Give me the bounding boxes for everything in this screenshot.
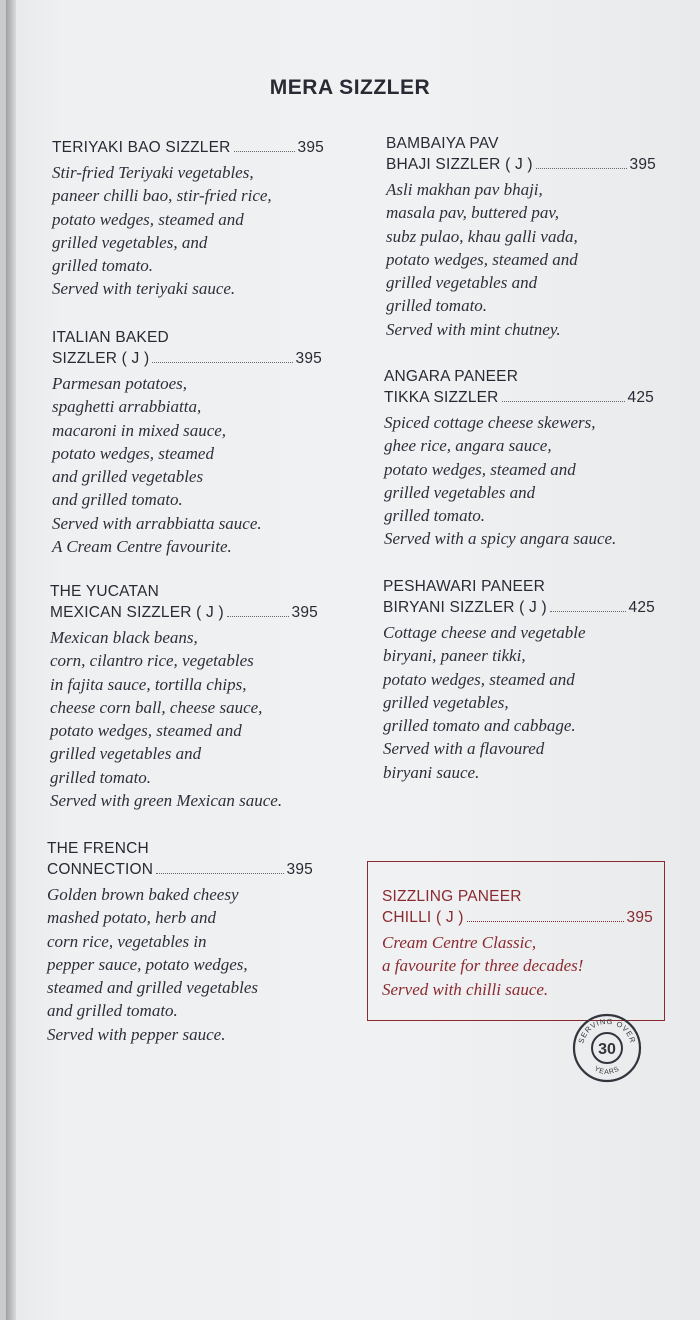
page-title: MERA SIZZLER: [269, 76, 431, 99]
description-line: masala pav, buttered pav,: [386, 203, 559, 223]
description-line: Served with chilli sauce.: [382, 979, 549, 999]
item-name: [386, 133, 656, 175]
description-line: biryani sauce.: [383, 762, 480, 782]
item-name-line: BIRYANI SIZZLER ( J ): [383, 599, 547, 616]
description-line: macaroni in mixed sauce,: [52, 420, 227, 440]
stamp-bottom-text: YEARS: [592, 1065, 622, 1077]
description-line: steamed and grilled vegetables: [47, 978, 259, 998]
serving-over-30-years-stamp: [571, 1012, 643, 1084]
item-name: [383, 576, 655, 618]
item-name-line: THE FRENCH: [47, 840, 149, 857]
description-line: Cream Centre Classic,: [382, 933, 537, 952]
description-line: grilled tomato.: [50, 767, 152, 787]
item-description: [52, 161, 324, 301]
description-line: grilled tomato and cabbage.: [383, 716, 576, 736]
description-line: potato wedges, steamed and: [386, 249, 578, 269]
item-name-line: SIZZLER ( J ): [52, 350, 150, 367]
item-price: 425: [628, 599, 655, 616]
menu-item-bambaiya-pav-bhaji-sizzler: [386, 133, 656, 341]
description-line: grilled vegetables and: [384, 482, 536, 502]
item-description: [382, 931, 653, 1001]
description-line: ghee rice, angara sauce,: [384, 436, 552, 456]
item-name-line: BHAJI SIZZLER ( J ): [386, 156, 533, 173]
description-line: potato wedges, steamed and: [50, 721, 242, 741]
item-name: [382, 886, 653, 928]
description-line: grilled tomato.: [52, 256, 154, 276]
description-line: grilled vegetables and: [50, 744, 202, 764]
menu-item-italian-baked-sizzler: [52, 327, 322, 558]
description-line: potato wedges, steamed and: [52, 209, 244, 229]
item-name-line: TIKKA SIZZLER: [384, 389, 499, 406]
item-name-line: TERIYAKI BAO SIZZLER: [52, 139, 231, 156]
item-name-line: PESHAWARI PANEER: [383, 578, 545, 595]
item-price: 395: [626, 909, 653, 926]
item-name: [52, 137, 324, 158]
leader-dots: [550, 611, 626, 612]
description-line: Asli makhan pav bhaji,: [386, 180, 543, 199]
item-price: 395: [629, 156, 656, 173]
description-line: subz pulao, khau galli vada,: [386, 226, 578, 246]
item-description: [52, 372, 322, 558]
description-line: potato wedges, steamed: [52, 443, 214, 463]
description-line: Served with green Mexican sauce.: [50, 791, 283, 811]
description-line: and grilled tomato.: [52, 490, 183, 510]
description-line: Golden brown baked cheesy: [47, 885, 239, 904]
menu-item-angara-paneer-tikka-sizzler: [384, 366, 654, 551]
leader-dots: [467, 921, 624, 922]
stamp-top-text: SERVING OVER: [576, 1016, 638, 1045]
description-line: and grilled tomato.: [47, 1001, 178, 1021]
description-line: mashed potato, herb and: [47, 908, 217, 928]
item-description: [47, 883, 313, 1046]
description-line: corn, cilantro rice, vegetables: [50, 651, 254, 671]
item-price: 395: [297, 139, 324, 156]
description-line: cheese corn ball, cheese sauce,: [50, 697, 263, 717]
leader-dots: [152, 362, 292, 363]
description-line: potato wedges, steamed and: [384, 459, 576, 479]
description-line: corn rice, vegetables in: [47, 931, 207, 951]
description-line: grilled vegetables and: [386, 273, 538, 293]
menu-item-teriyaki-bao-sizzler: [52, 137, 324, 301]
item-name-line: CHILLI ( J ): [382, 909, 464, 926]
description-line: Spiced cottage cheese skewers,: [384, 413, 596, 432]
description-line: Parmesan potatoes,: [52, 374, 188, 393]
item-price: 425: [627, 389, 654, 406]
description-line: grilled vegetables, and: [52, 232, 208, 252]
leader-dots: [502, 401, 625, 402]
page-edge-shadow: [6, 0, 16, 1320]
svg-text:YEARS: [593, 1066, 621, 1077]
item-name: [47, 838, 313, 880]
description-line: Mexican black beans,: [50, 628, 198, 647]
item-price: 395: [295, 350, 322, 367]
description-line: Cottage cheese and vegetable: [383, 623, 586, 642]
description-line: grilled tomato.: [384, 506, 486, 526]
description-line: Served with a spicy angara sauce.: [384, 529, 617, 549]
description-line: grilled tomato.: [386, 296, 488, 316]
description-line: and grilled vegetables: [52, 467, 204, 487]
description-line: grilled vegetables,: [383, 692, 509, 712]
description-line: Served with pepper sauce.: [47, 1024, 226, 1044]
item-description: [383, 621, 655, 784]
description-line: potato wedges, steamed and: [383, 669, 575, 689]
leader-dots: [227, 616, 289, 617]
item-name-line: BAMBAIYA PAV: [386, 135, 499, 152]
description-line: a favourite for three decades!: [382, 956, 584, 976]
item-name-line: ITALIAN BAKED: [52, 329, 169, 346]
description-line: Served with a flavoured: [383, 739, 545, 759]
item-name: [384, 366, 654, 408]
item-name-line: THE YUCATAN: [50, 583, 159, 600]
item-name-line: CONNECTION: [47, 861, 154, 878]
menu-item-yucatan-mexican-sizzler: [50, 581, 318, 812]
item-name-line: MEXICAN SIZZLER ( J ): [50, 604, 224, 621]
description-line: in fajita sauce, tortilla chips,: [50, 674, 247, 694]
description-line: biryani, paneer tikki,: [383, 646, 526, 666]
item-price: 395: [291, 604, 318, 621]
description-line: pepper sauce, potato wedges,: [47, 954, 248, 974]
leader-dots: [536, 168, 627, 169]
featured-item-sizzling-paneer-chilli: [382, 886, 653, 1001]
description-line: A Cream Centre favourite.: [52, 537, 232, 557]
item-name-line: ANGARA PANEER: [384, 368, 519, 385]
item-description: [50, 626, 318, 812]
stamp-seal-icon: [571, 1012, 643, 1084]
leader-dots: [234, 151, 295, 152]
leader-dots: [156, 873, 283, 874]
item-name: [50, 581, 318, 623]
description-line: spaghetti arrabbiatta,: [52, 397, 202, 417]
menu-item-french-connection: [47, 838, 313, 1046]
item-description: [384, 411, 654, 551]
description-line: Stir-fried Teriyaki vegetables,: [52, 163, 254, 182]
menu-item-peshawari-paneer-biryani-sizzler: [383, 576, 655, 784]
item-description: [386, 178, 656, 341]
description-line: Served with mint chutney.: [386, 319, 561, 339]
item-name: [52, 327, 322, 369]
description-line: Served with arrabbiatta sauce.: [52, 513, 262, 533]
description-line: Served with teriyaki sauce.: [52, 279, 236, 299]
description-line: paneer chilli bao, stir-fried rice,: [52, 186, 272, 206]
stamp-number: 30: [598, 1041, 616, 1058]
item-price: 395: [286, 861, 313, 878]
item-name-line: SIZZLING PANEER: [382, 888, 522, 905]
